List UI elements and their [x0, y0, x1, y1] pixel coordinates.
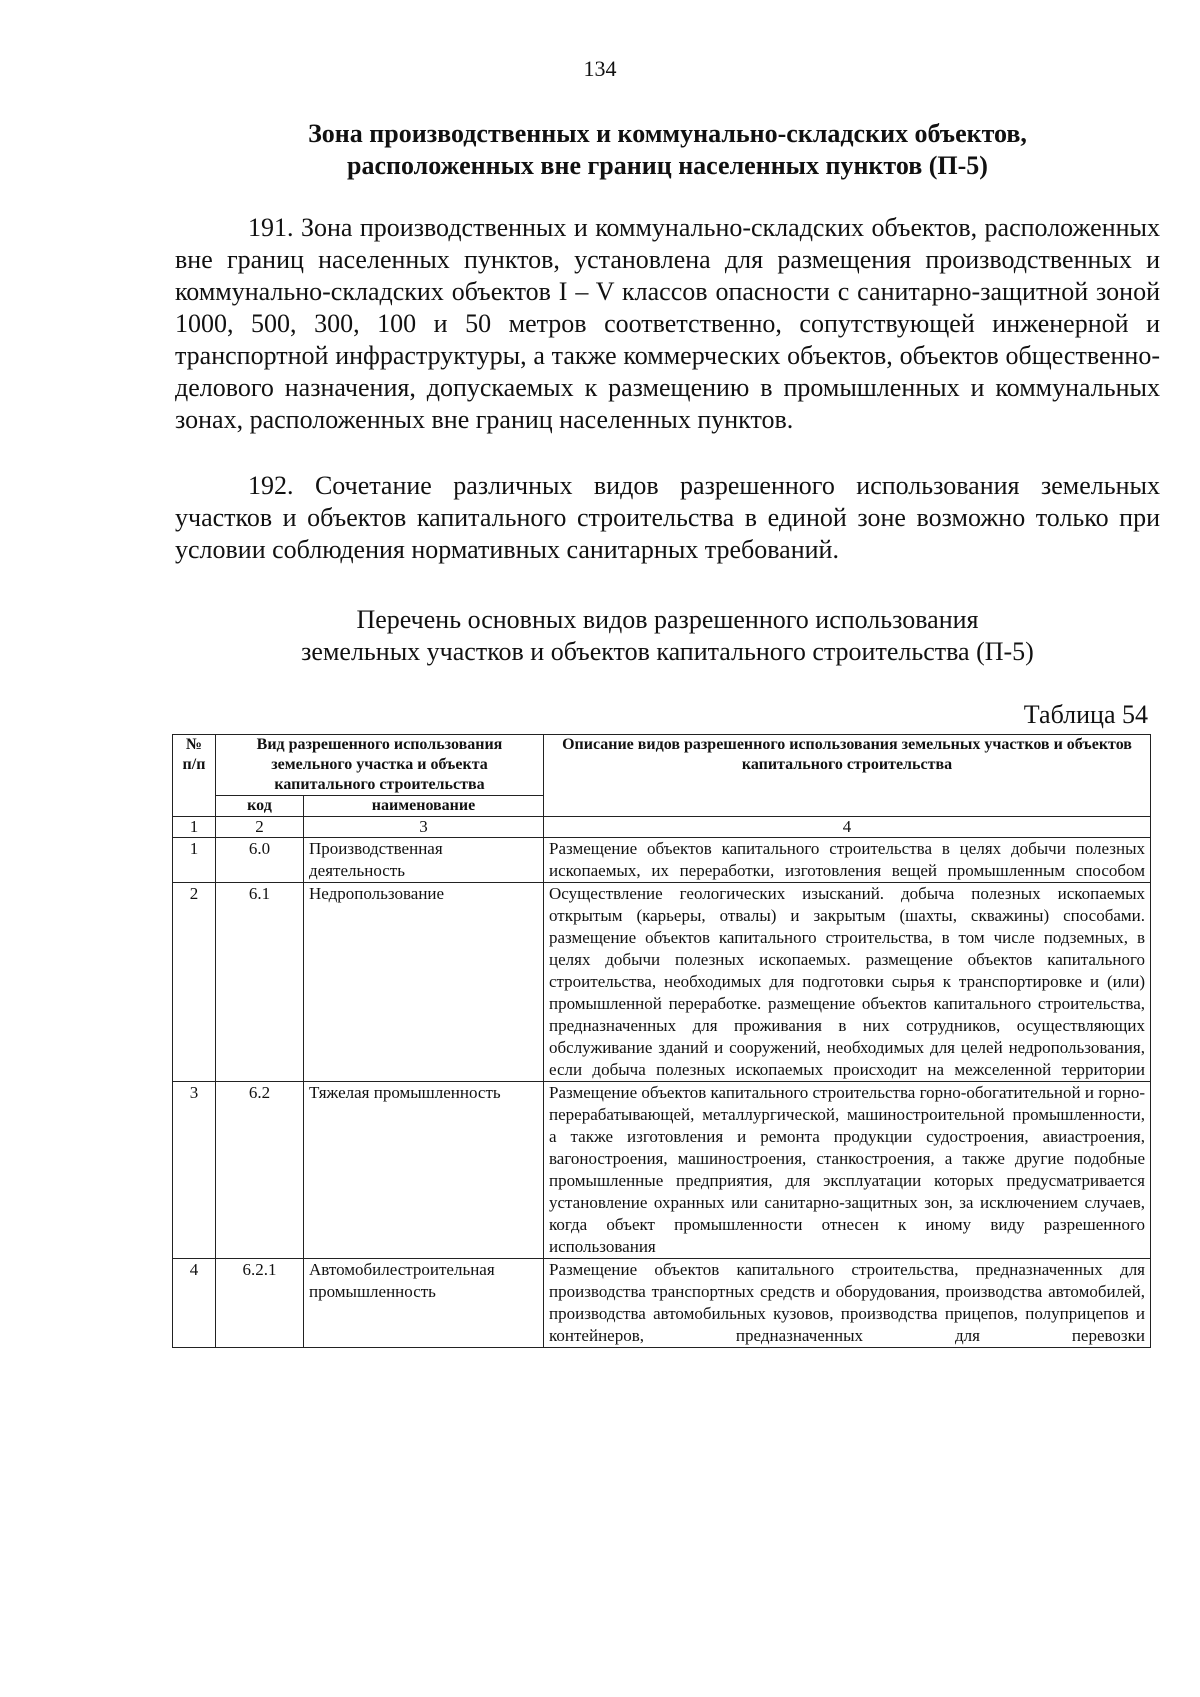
row-code: 6.2 — [216, 1082, 304, 1259]
land-use-table — [172, 734, 1151, 1348]
row-name: Автомобилестроительная промышленность — [304, 1259, 544, 1348]
header-no: № п/п — [173, 735, 216, 817]
column-number: 3 — [304, 817, 544, 838]
row-description: Размещение объектов капитального строительства горно-обогатительной и горно-перерабатывающей, металлургической, машиностроительной промышленности, а также изготовления и ремонта продукции судостроения, авиастроения, вагоностроения, машиностроения, станкостроения, а также другие подобные промышленные предприятия, для эксплуатации которых предусматривается установление охранных или санитарно-защитных зон, за исключением случаев, когда объект промышленности отнесен к иному виду разрешенного использования — [544, 1082, 1151, 1259]
column-number: 4 — [544, 817, 1151, 838]
paragraph-191: 191. Зона производственных и коммунально-складских объектов, расположенных вне границ населенных пунктов, установлена для размещения производственных и коммунально-складских объектов I – V классов опасности с санитарно-защитной зоной 1000, 500, 300, 100 и 50 метров соответственно, сопутствующей инженерной и транспортной инфраструктуры, а также коммерческих объектов, объектов общественно-делового назначения, допускаемых к размещению в промышленных и коммунальных зонах, расположенных вне границ населенных пунктов. — [175, 213, 1160, 434]
row-name: Производственная деятельность — [304, 838, 544, 883]
table-row — [173, 1259, 1151, 1348]
column-number-row — [173, 817, 1151, 838]
row-code: 6.0 — [216, 838, 304, 883]
list-title — [175, 604, 1160, 668]
row-number: 1 — [173, 838, 216, 883]
row-number: 2 — [173, 883, 216, 1082]
header-desc: Описание видов разрешенного использования земельных участков и объектов капитального строительства — [544, 735, 1151, 817]
row-description: Размещение объектов капитального строительства, предназначенных для производства транспортных средств и оборудования, производства автомобилей, производства автомобильных кузовов, производства прицепов, полуприцепов и контейнеров, предназначенных для перевозки — [544, 1259, 1151, 1348]
table-row — [173, 1082, 1151, 1259]
list-title-line-1: Перечень основных видов разрешенного использования — [356, 605, 979, 634]
row-code: 6.1 — [216, 883, 304, 1082]
column-number: 1 — [173, 817, 216, 838]
row-name: Недропользование — [304, 883, 544, 1082]
list-title-line-2: земельных участков и объектов капитального строительства (П-5) — [301, 637, 1034, 666]
row-description: Размещение объектов капитального строительства в целях добычи полезных ископаемых, их переработки, изготовления вещей промышленным способом — [544, 838, 1151, 883]
row-number: 3 — [173, 1082, 216, 1259]
column-number: 2 — [216, 817, 304, 838]
header-code: код — [216, 796, 304, 817]
row-description: Осуществление геологических изысканий. добыча полезных ископаемых открытым (карьеры, отвалы) и закрытым (шахты, скважины) способами. размещение объектов капитального строительства, в том числе подземных, в целях добычи полезных ископаемых. размещение объектов капитального строительства, необходимых для подготовки сырья к транспортировке и (или) промышленной переработке. размещение объектов капитального строительства, предназначенных для проживания в них сотрудников, осуществляющих обслуживание зданий и сооружений, необходимых для целей недропользования, если добыча полезных ископаемых происходит на межселенной территории — [544, 883, 1151, 1082]
heading-line-2: расположенных вне границ населенных пунктов (П-5) — [347, 151, 988, 180]
table-header-row — [173, 735, 1151, 796]
section-heading — [175, 118, 1160, 182]
header-name: наименование — [304, 796, 544, 817]
page-number: 134 — [583, 56, 617, 81]
row-number: 4 — [173, 1259, 216, 1348]
heading-line-1: Зона производственных и коммунально-складских объектов, — [308, 119, 1027, 148]
row-name: Тяжелая промышленность — [304, 1082, 544, 1259]
table-label: Таблица 54 — [1023, 700, 1148, 729]
row-code: 6.2.1 — [216, 1259, 304, 1348]
header-vid: Вид разрешенного использования земельного участка и объекта капитального строительства — [216, 735, 544, 796]
table-row — [173, 883, 1151, 1082]
table-row — [173, 838, 1151, 883]
paragraph-192: 192. Сочетание различных видов разрешенного использования земельных участков и объектов капитального строительства в единой зоне возможно только при условии соблюдения нормативных санитарных требований. — [175, 471, 1160, 564]
